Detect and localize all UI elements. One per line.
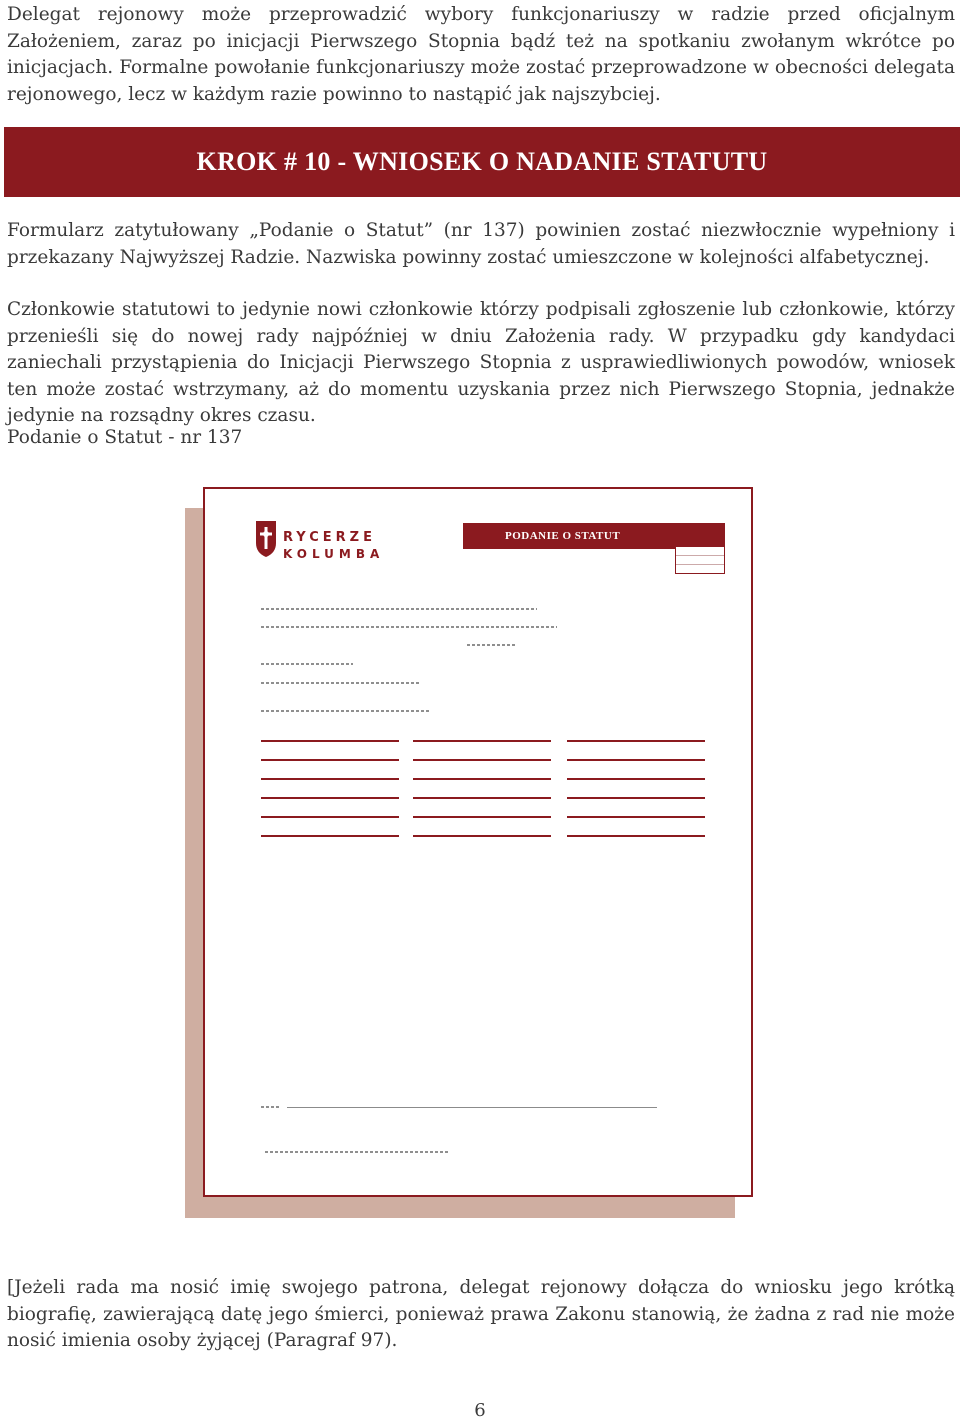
name-field-line <box>413 797 551 799</box>
emblem-icon <box>253 519 279 559</box>
form-thumbnail <box>203 487 753 1197</box>
name-field-line <box>261 759 399 761</box>
name-field-line <box>261 797 399 799</box>
step-title: KROK # 10 - WNIOSEK O NADANIE STATUTU <box>196 147 768 176</box>
name-field-line <box>261 835 399 837</box>
members-paragraph: Członkowie statutowi to jedynie nowi członkowie którzy podpisali zgłoszenie lub członkowie, którzy przenieśli się do nowej rady najpóźniej w dniu Założenia rady. W przypadku gdy kandydaci zaniechali przystąpienia do Inicjacji Pierwszego Stopnia z usprawiedliwionych powodów, wniosek ten może zostać wstrzymany, aż do momentu uzyskania przez nich Pierwszego Stopnia, jednakże jedynie na rozsądny okres czasu. <box>7 299 955 426</box>
logo-word-rycerze: RYCERZE <box>283 530 376 545</box>
name-field-line <box>567 740 705 742</box>
form-text-line <box>261 626 557 628</box>
name-field-line <box>567 797 705 799</box>
form-text-line <box>261 710 429 712</box>
name-field-line <box>413 778 551 780</box>
form-text-line <box>261 608 537 610</box>
name-field-line <box>413 740 551 742</box>
name-field-line <box>413 759 551 761</box>
name-field-line <box>261 778 399 780</box>
form-header-title: PODANIE O STATUT <box>505 530 621 542</box>
form-text-line <box>261 1106 281 1108</box>
form-text-line <box>467 644 515 646</box>
name-field-line <box>567 816 705 818</box>
name-field-line <box>567 778 705 780</box>
patron-paragraph: [Jeżeli rada ma nosić imię swojego patrona, delegat rejonowy dołącza do wniosku jego krótką biografię, zawierającą datę jego śmierci, ponieważ prawa Zakonu stanowią, że żadna z rad nie może nosić imienia osoby żyjącej (Paragraf 97). <box>7 1277 955 1351</box>
name-field-line <box>261 816 399 818</box>
signature-line <box>287 1107 657 1108</box>
knights-logo <box>253 519 393 565</box>
logo-word-kolumba: KOLUMBA <box>283 547 385 561</box>
intro-paragraph: Delegat rejonowy może przeprowadzić wybory funkcjonariuszy w radzie przed oficjalnym Założeniem, zaraz po inicjacji Pierwszego Stopnia bądź też na spotkaniu zwołanym wkrótce po inicjacjach. Formalne powołanie funkcjonariuszy może zostać przeprowadzone w obecności delegata rejonowego, lecz w każdym razie powinno to nastąpić jak najszybciej. <box>7 4 955 105</box>
form-caption: Podanie o Statut - nr 137 <box>7 427 243 448</box>
page-number: 6 <box>474 1400 486 1421</box>
name-field-line <box>261 740 399 742</box>
form-text-line <box>261 682 421 684</box>
form-info-box <box>675 546 725 574</box>
form-text-line <box>261 663 353 665</box>
form-paragraph: Formularz zatytułowany „Podanie o Statut” (nr 137) powinien zostać niezwłocznie wypełniony i przekazany Najwyższej Radzie. Nazwiska powinny zostać umieszczone w kolejności alfabetycznej. <box>7 220 955 268</box>
name-field-line <box>413 816 551 818</box>
form-text-line <box>265 1151 449 1153</box>
name-field-line <box>567 759 705 761</box>
step-banner <box>4 127 960 197</box>
name-field-line <box>413 835 551 837</box>
name-field-line <box>567 835 705 837</box>
